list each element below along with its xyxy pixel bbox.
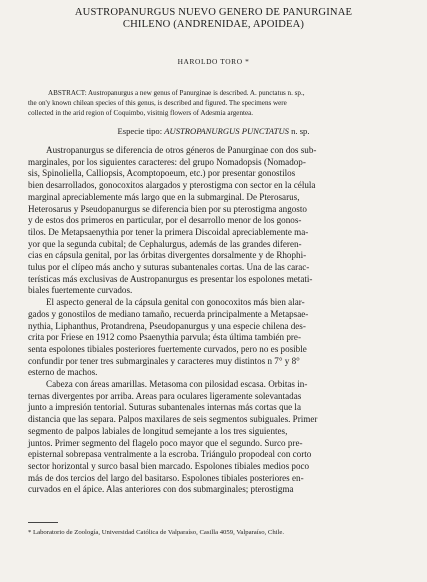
body-line: Cabeza con áreas amarillas. Metasoma con pilosidad escasa. Orbitas in-: [46, 379, 308, 390]
body-line: sis, Spinoliella, Calliopsis, Acomptopoeum, etc.) por presentar gonostilos: [28, 168, 296, 179]
body-line: marginal apreciablemente más largo que en la submarginal. De Pterosarus,: [28, 191, 300, 202]
body-line: bien desarrollados, gonocoxitos alargados y pterostigma con sector en la célula: [28, 180, 316, 191]
body-text: [28, 145, 400, 496]
body-line: junto a impresión tentorial. Suturas subantenales internas más cortas que la: [28, 402, 301, 413]
body-line: yor que la segunda cubital; de Cephalurgus, además de las grandes diferen-: [28, 238, 302, 249]
body-line: esterno de machos.: [28, 367, 98, 378]
body-line: terísticas más exclusivas de Austropanurgus es presentar los espolones metati-: [28, 273, 313, 284]
body-line: Austropanurgus se diferencia de otros géneros de Panurginae con dos sub-: [46, 145, 317, 155]
body-line: más de dos tercios del largo del basitarso. Espolones tibiales posteriores en-: [28, 472, 304, 483]
body-line: y de estos dos primeros en particular, por el desarrollo menor de los gonos-: [28, 215, 302, 226]
species-suffix: n. sp.: [288, 126, 310, 136]
author-name: HAROLDO TORO *: [177, 57, 250, 66]
species-heading: [0, 126, 427, 136]
body-line: nythia, Liphanthus, Protandrena, Pseudopanurgus y una especie chilena des-: [28, 320, 306, 331]
body-line: curvados en el ápice. Alas anteriores con dos submarginales; pterostigma: [28, 484, 294, 495]
body-line: tilos. De Metapsaenythia por tener la primera Discoidal apreciablemente ma-: [28, 226, 309, 237]
body-line: ternas divergentes por arriba. Areas para oculares ligeramente solevantadas: [28, 390, 302, 401]
title-line-1: AUSTROPANURGUS NUEVO GENERO DE PANURGINAE: [74, 7, 353, 18]
body-line: senta espolones tibiales posteriores fuertemente curvados, pero no es posible: [28, 343, 307, 354]
body-line: juntos. Primer segmento del flagelo poco mayor que el segundo. Surco pre-: [28, 437, 303, 448]
body-line: marginales, por los siguientes caracteres: del grupo Nomadopsis (Nomadop-: [28, 156, 306, 167]
body-line: biales fuertemente curvados.: [28, 285, 133, 296]
abstract-line-1: ABSTRACT: Austropanurgus a new genus of Panurginae is described. A. punctatus n. sp.,: [48, 89, 305, 97]
footnote-rule: [28, 522, 58, 523]
body-line: distancia que las separa. Palpos maxilares de seis segmentos subiguales. Primer: [28, 414, 318, 425]
body-line: cias en cápsula genital, por las órbitas divergentes dorsalmente y de Rhophi-: [28, 250, 307, 261]
body-line: tulus por el clípeo más ancho y suturas subantenales cortas. Una de las carac-: [28, 262, 310, 273]
body-line: sector horizontal y surco basal bien marcado. Espolones tibiales medios poco: [28, 460, 310, 471]
body-line: confundir por tener tres submarginales y caracteres muy distintos n 7° y 8°: [28, 355, 300, 366]
body-line: episternal sobrepasa ventralmente a la escroba. Triángulo propodeal con corto: [28, 449, 312, 460]
footnote: * Laboratorio de Zoología, Universidad Católica de Valparaíso, Casilla 4059, Valparaíso, Chile.: [28, 529, 285, 536]
body-line: gados y gonostilos de mediano tamaño, recuerda principalmente a Metapsae-: [28, 308, 309, 319]
species-name: AUSTROPANURGUS PUNCTATUS: [164, 126, 289, 136]
body-line: crita por Friese en 1912 como Psaenythia parvula; ésta última también pre-: [28, 332, 301, 343]
abstract-block: [28, 88, 400, 118]
body-line: Heterosarus y Pseudopanurgus se diferencia bien por su pterostigma angosto: [28, 203, 307, 214]
abstract-line-3: collected in the arid region of Coquimbo, visitnig flowers of Adesmia argentea.: [28, 109, 254, 117]
abstract-line-2: the on'y known chilean species of this genus, is described and figured. The specimens were: [28, 99, 287, 107]
paper-title: [20, 7, 407, 31]
title-line-2: CHILENO (ANDRENIDAE, APOIDEA): [122, 19, 305, 31]
body-line: segmento de palpos labiales de longitud semejante a los tres siguientes,: [28, 425, 288, 436]
body-line: El aspecto general de la cápsula genital con gonocoxitos más bien alar-: [46, 297, 305, 308]
species-prefix: Especie tipo:: [117, 126, 165, 136]
